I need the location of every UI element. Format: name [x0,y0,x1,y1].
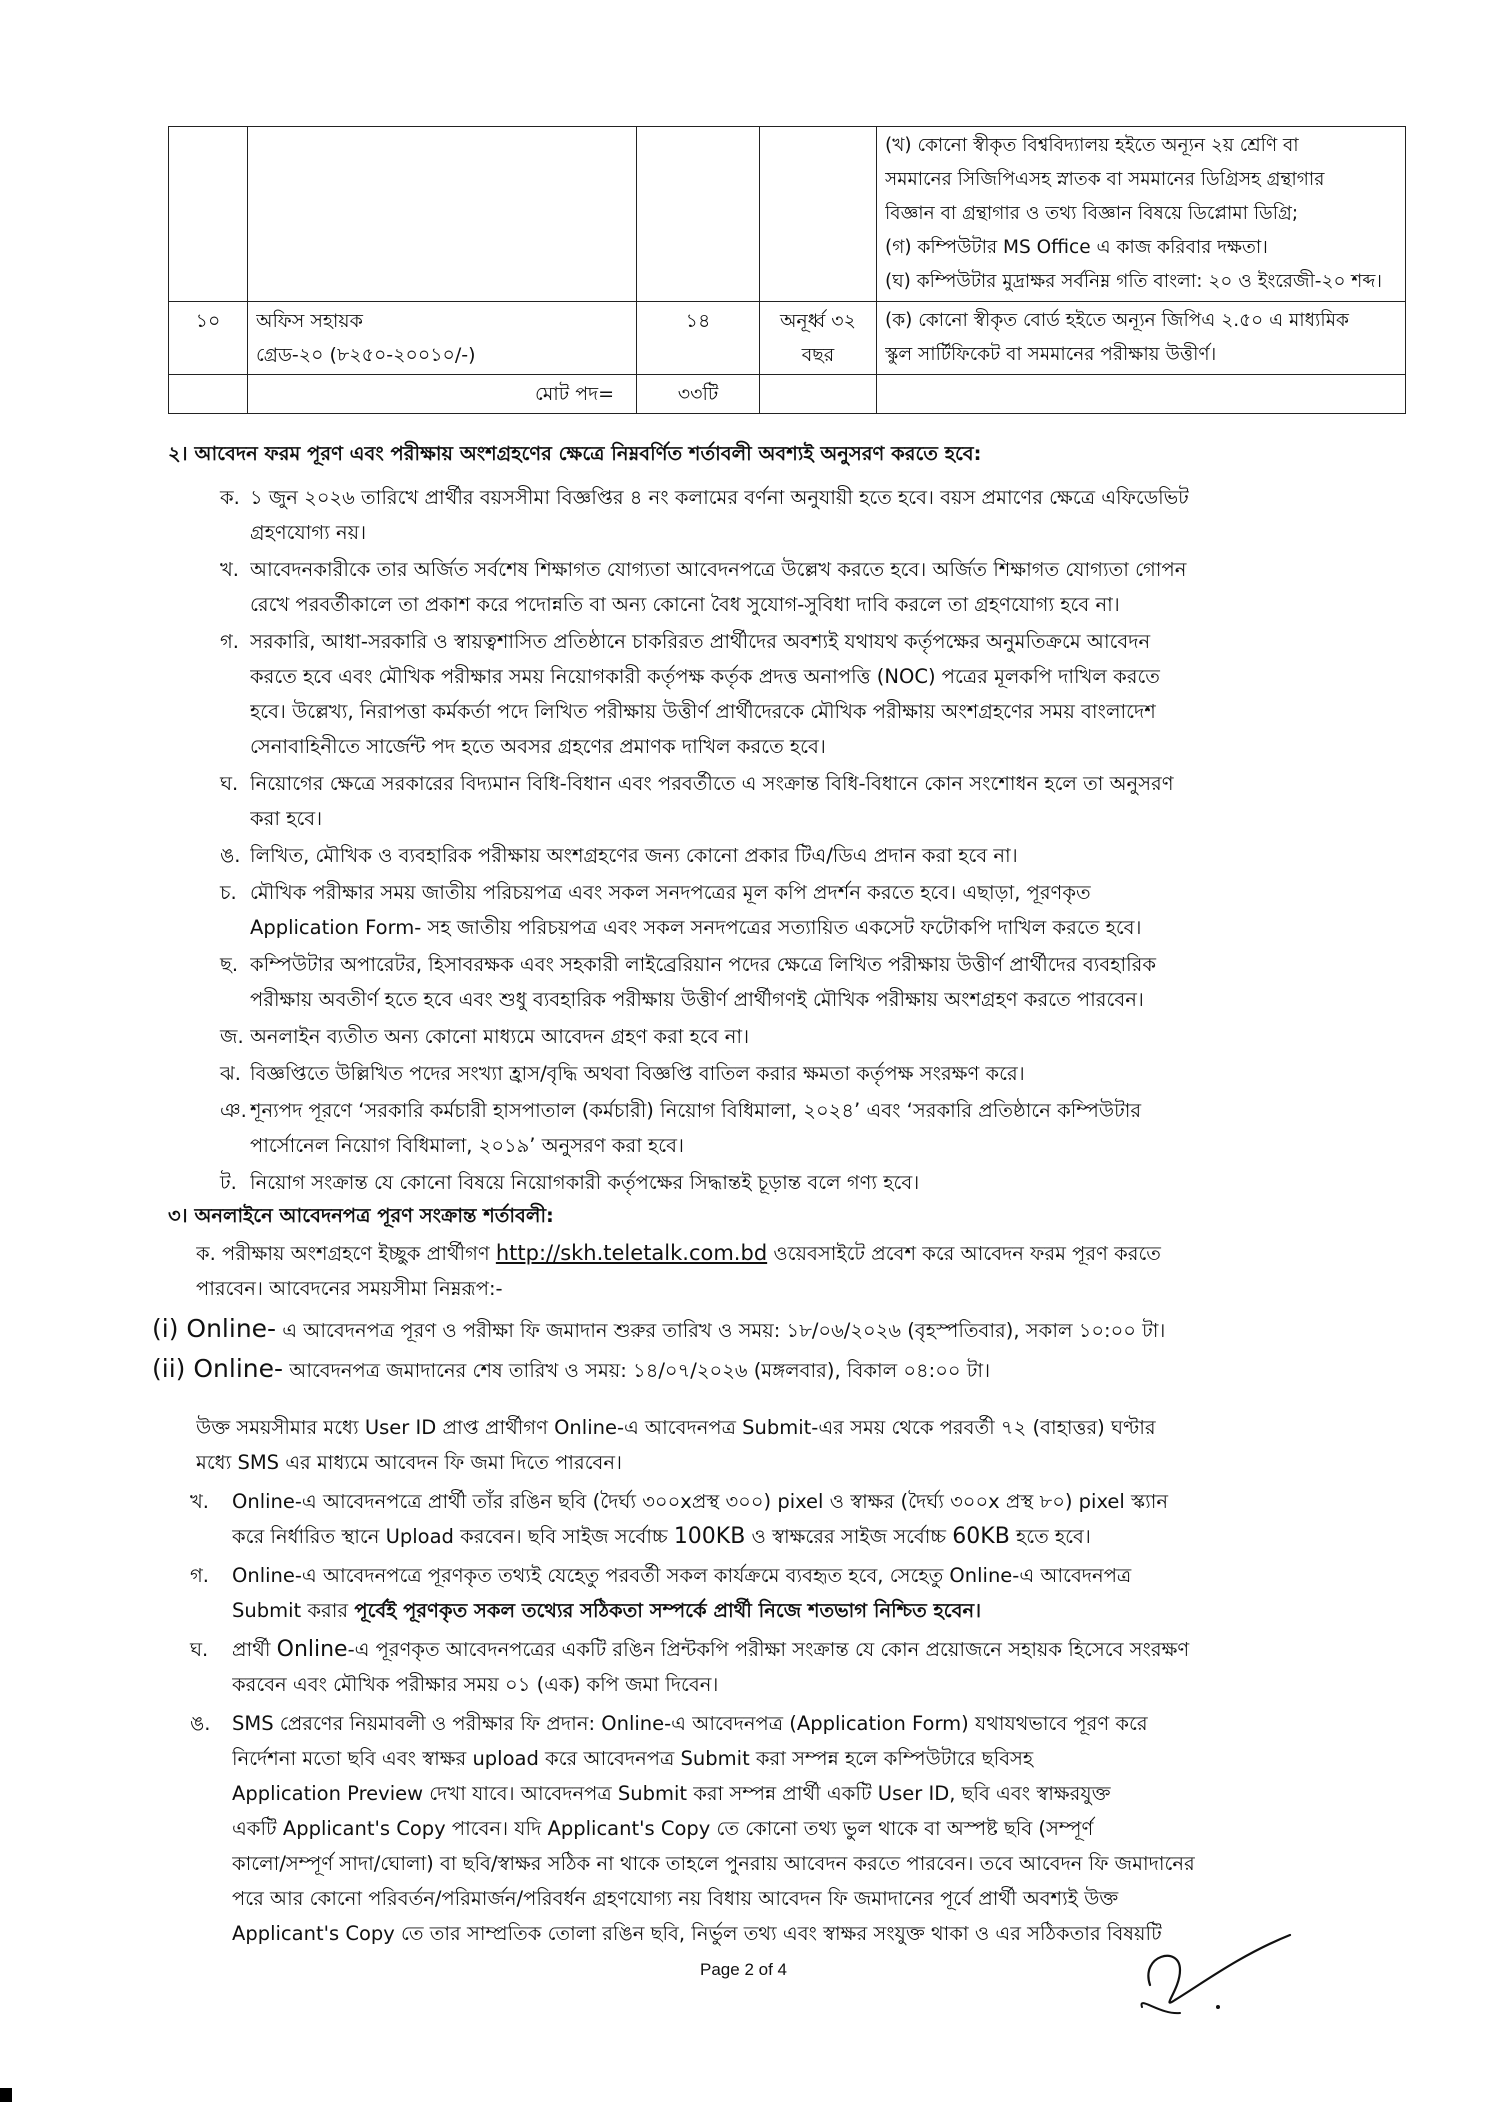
scan-mark [0,2088,12,2102]
item-marker: চ. [220,881,237,904]
section3-list [190,1484,1408,1955]
item-line: Online-এ আবেদনপত্রে প্রার্থী তাঁর রঙিন ছবি (দৈর্ঘ্য ৩০০xপ্রস্থ ৩০০) pixel ও স্বাক্ষর (দৈর্ঘ্য ৩০০x প্রস্থ ৮০) pixel স্ক্যান [232,1490,1169,1513]
page-number: Page 2 of 4 [700,1960,787,1979]
item-line: বিজ্ঞপ্তিতে উল্লিখিত পদের সংখ্যা হ্রাস/বৃদ্ধি অথবা বিজ্ঞপ্তি বাতিল করার ক্ষমতা কর্তৃপক্ষ সংরক্ষণ করে। [250,1062,1025,1085]
qualification-cell [877,127,1406,302]
sms-line: মধ্যে SMS এর মাধ্যমে আবেদন ফি জমা দিতে পারবেন। [196,1451,622,1474]
item-line: অনলাইন ব্যতীত অন্য কোনো মাধ্যমে আবেদন গ্রহণ করা হবে না। [250,1025,750,1048]
count-cell: ১৪ [637,302,760,375]
total-value: ৩৩টি [637,375,760,414]
photo-size: 100KB [673,1524,746,1549]
list-item [220,1056,1405,1091]
item-marker: ক. [196,1242,216,1265]
qualification-line: স্কুল সার্টিফিকেট বা সমমানের পরীক্ষায় উত্তীর্ণ। [885,344,1217,365]
item-line: রেখে পরবর্তীকালে তা প্রকাশ করে পদোন্নতি বা অন্য কোনো বৈধ সুযোগ-সুবিধা দাবি করলে তা গ্রহণযোগ্য হবে না। [250,593,1120,616]
item-marker: ছ. [220,953,239,976]
serial-cell: ১০ [169,302,248,375]
list-item [220,624,1405,764]
qualification-cell [877,302,1406,375]
item-line: আবেদনকারীকে তার অর্জিত সর্বশেষ শিক্ষাগত যোগ্যতা আবেদনপত্রে উল্লেখ করতে হবে। অর্জিত শিক্ষাগত যোগ্যতা গোপন [250,558,1187,581]
list-item [190,1558,1408,1628]
age-cell [760,302,877,375]
emphasis-text: পূর্বেই পূরণকৃত সকল তথ্যের সঠিকতা সম্পর্কে প্রার্থী নিজে শতভাগ নিশ্চিত হবেন। [354,1599,982,1622]
total-label-cell [248,375,637,414]
item-line: Submit করার পূর্বেই পূরণকৃত সকল তথ্যের সঠিকতা সম্পর্কে প্রার্থী নিজে শতভাগ নিশ্চিত হবেন। [232,1599,982,1622]
qualification-line: বিজ্ঞান বা গ্রন্থাগার ও তথ্য বিজ্ঞান বিষয়ে ডিপ্লোমা ডিগ্রি; [885,203,1299,224]
serial-cell [169,375,248,414]
item-marker: ট. [220,1171,237,1194]
total-label: মোট পদ= [535,383,614,405]
table-total-row [169,375,1406,414]
qualification-line: সমমানের সিজিপিএসহ স্নাতক বা সমমানের ডিগ্রিসহ গ্রন্থাগার [885,169,1325,190]
list-item [190,1484,1408,1554]
item-marker: ঝ. [220,1062,241,1085]
item-line: হবে। উল্লেখ্য, নিরাপত্তা কর্মকর্তা পদে লিখিত পরীক্ষায় উত্তীর্ণ প্রার্থীদেরকে মৌখিক পরীক্ষায় অংশগ্রহণের সময় বাংলাদেশ [250,700,1156,723]
item-line: মৌখিক পরীক্ষার সময় জাতীয় পরিচয়পত্র এবং সকল সনদপত্রের মূল কপি প্রদর্শন করতে হবে। এছাড়া, পূরণকৃত [250,881,1091,904]
age-unit: বছর [801,344,835,366]
item-line: করা হবে। [250,807,323,830]
item-line: নিয়োগের ক্ষেত্রে সরকারের বিদ্যমান বিধি-বিধান এবং পরবর্তীতে এ সংক্রান্ত বিধি-বিধানে কোন সংশোধন হলে তা অনুসরণ [250,772,1174,795]
item-line: শূন্যপদ পূরণে ‘সরকারি কর্মচারী হাসপাতাল (কর্মচারী) নিয়োগ বিধিমালা, ২০২৪’ এবং ‘সরকারি প্রতিষ্ঠানে কম্পিউটার [250,1099,1142,1122]
list-item [220,875,1405,945]
section3-intro [196,1236,1408,1306]
item-line: কালো/সম্পূর্ণ সাদা/ঘোলা) বা ছবি/স্বাক্ষর সঠিক না থাকে তাহলে পুনরায় আবেদন করতে পারবেন। তবে আবেদন ফি জমাদানের [232,1852,1195,1875]
list-item [190,1632,1408,1702]
section3-heading: ৩। অনলাইনে আবেদনপত্র পূরণ সংক্রান্ত শর্তাবলী: [168,1204,554,1227]
item-marker: ঙ. [190,1712,211,1735]
list-item [220,1019,1405,1054]
item-line: SMS প্রেরণের নিয়মাবলী ও পরীক্ষার ফি প্রদান: Online-এ আবেদনপত্র (Application Form) যথাযথভাবে পূরণ করে [232,1712,1148,1735]
date-text: এ আবেদনপত্র পূরণ ও পরীক্ষা ফি জমাদান শুরুর তারিখ ও সময়: ১৮/০৬/২০২৬ (বৃহস্পতিবার), সকাল ১০:০০ টা। [282,1319,1166,1342]
item-line: Application Preview দেখা যাবে। আবেদনপত্র Submit করা সম্পন্ন প্রার্থী একটি User ID, ছবি এবং স্বাক্ষরযুক্ত [232,1782,1111,1805]
post-cell [248,302,637,375]
post-cell [248,127,637,302]
item-marker: খ. [190,1490,210,1513]
date-prefix: (i) Online- [152,1314,277,1343]
list-item [220,480,1405,550]
serial-cell [169,127,248,302]
item-line: গ্রহণযোগ্য নয়। [250,521,367,544]
item-line: Applicant's Copy তে তার সাম্প্রতিক তোলা রঙিন ছবি, নির্ভুল তথ্য এবং স্বাক্ষর সংযুক্ত থাকা ও এর সঠিকতার বিষয়টি [232,1922,1162,1945]
item-line: পার্সোনেল নিয়োগ বিধিমালা, ২০১৯’ অনুসরণ করা হবে। [250,1134,684,1157]
end-date-line [152,1350,1412,1390]
item-line: সেনাবাহিনীতে সার্জেন্ট পদ হতে অবসর গ্রহণের প্রমাণক দাখিল করতে হবে। [250,735,826,758]
date-prefix: (ii) Online- [152,1354,284,1383]
signature-icon [1120,1915,1310,2025]
item-marker: খ. [220,558,240,581]
application-dates [152,1310,1412,1390]
item-line: একটি Applicant's Copy পাবেন। যদি Applicant's Copy তে কোনো তথ্য ভুল থাকে বা অস্পষ্ট ছবি (সম্পূর্ণ [232,1817,1094,1840]
item-line: করে নির্ধারিত স্থানে Upload করবেন। ছবি সাইজ সর্বোচ্চ 100KB ও স্বাক্ষরের সাইজ সর্বোচ্চ 60KB হতে হবে। [232,1524,1091,1549]
item-line: কম্পিউটার অপারেটর, হিসাবরক্ষক এবং সহকারী লাইব্রেরিয়ান পদের ক্ষেত্রে লিখিত পরীক্ষায় উত্তীর্ণ প্রার্থীদের ব্যবহারিক [250,953,1157,976]
qualification-line: (খ) কোনো স্বীকৃত বিশ্ববিদ্যালয় হইতে অন্যূন ২য় শ্রেণি বা [885,135,1299,156]
list-item [220,947,1405,1017]
item-line: পরীক্ষায় অবতীর্ণ হতে হবে এবং শুধু ব্যবহারিক পরীক্ষায় উত্তীর্ণ প্রার্থীগণই মৌখিক পরীক্ষায় অংশগ্রহণ করতে পারবেন। [250,988,1144,1011]
sms-note [196,1410,1408,1480]
item-marker: জ. [220,1025,244,1048]
item-line: করতে হবে এবং মৌখিক পরীক্ষার সময় নিয়োগকারী কর্তৃপক্ষ কর্তৃক প্রদত্ত অনাপত্তি (NOC) পত্রের মূলকপি দাখিল করতে [250,665,1160,688]
post-table [168,126,1406,414]
item-line: নিয়োগ সংক্রান্ত যে কোনো বিষয়ে নিয়োগকারী কর্তৃপক্ষের সিদ্ধান্তই চূড়ান্ত বলে গণ্য হবে। [250,1171,920,1194]
item-line: নির্দেশনা মতো ছবি এবং স্বাক্ষর upload করে আবেদনপত্র Submit করা সম্পন্ন হলে কম্পিউটারে ছবিসহ [232,1747,1034,1770]
item-line: পরে আর কোনো পরিবর্তন/পরিমার্জন/পরিবর্ধন গ্রহণযোগ্য নয় বিধায় আবেদন ফি জমাদানের পূর্বে প্রার্থী অবশ্যই উক্ত [232,1887,1119,1910]
table-row [169,127,1406,302]
count-cell [637,127,760,302]
item-line: প্রার্থী Online-এ পূরণকৃত আবেদনপত্রের একটি রঙিন প্রিন্টকপি পরীক্ষা সংক্রান্ত যে কোন প্রয়োজনে সহায়ক হিসেবে সংরক্ষণ [232,1637,1190,1662]
item-line: Application Form- সহ জাতীয় পরিচয়পত্র এবং সকল সনদপত্রের সত্যায়িত একসেট ফটোকপি দাখিল করতে হবে। [250,916,1142,939]
list-item [220,552,1405,622]
item-marker: ঘ. [220,772,239,795]
item-marker: গ. [220,630,239,653]
post-title: অফিস সহায়ক [256,310,363,332]
item-marker: ঞ. [220,1099,247,1122]
date-text: আবেদনপত্র জমাদানের শেষ তারিখ ও সময়: ১৪/০৭/২০২৬ (মঙ্গলবার), বিকাল ০৪:০০ টা। [289,1359,991,1382]
age-cell [760,127,877,302]
item-marker: ক. [220,486,240,509]
list-item [220,838,1405,873]
item-line: সরকারি, আধা-সরকারি ও স্বায়ত্বশাসিত প্রতিষ্ঠানে চাকরিরত প্রার্থীদের অবশ্যই যথাযথ কর্তৃপক্ষের অনুমতিক্রমে আবেদন [250,630,1151,653]
item-line: Online-এ আবেদনপত্রে পূরণকৃত তথ্যই যেহেতু পরবর্তী সকল কার্যক্রমে ব্যবহৃত হবে, সেহেতু Online-এ আবেদনপত্র [232,1564,1132,1587]
list-item [220,1165,1405,1200]
age-limit: অনূর্ধ্ব ৩২ [779,310,857,332]
item-line: ১ জুন ২০২৬ তারিখে প্রার্থীর বয়সসীমা বিজ্ঞপ্তির ৪ নং কলামের বর্ণনা অনুযায়ী হতে হবে। বয়স প্রমাণের ক্ষেত্রে এফিডেভিট [250,486,1189,509]
signature-size: 60KB [952,1524,1010,1549]
item-marker: ঙ. [220,844,241,867]
qualification-line: (গ) কম্পিউটার MS Office এ কাজ করিবার দক্ষতা। [885,237,1268,258]
item-marker: গ. [190,1564,209,1587]
intro-text: পরীক্ষায় অংশগ্রহণে ইচ্ছুক প্রার্থীগণ [222,1242,490,1265]
post-grade: গ্রেড-২০ (৮২৫০-২০০১০/-) [256,344,476,366]
section2-heading: ২। আবেদন ফরম পূরণ এবং পরীক্ষায় অংশগ্রহণের ক্ষেত্রে নিম্নবর্ণিত শর্তাবলী অবশ্যই অনুসরণ করতে হবে: [168,442,982,465]
qualification-line: (ঘ) কম্পিউটার মুদ্রাক্ষর সর্বনিম্ন গতি বাংলা: ২০ ও ইংরেজী-২০ শব্দ। [885,271,1382,292]
intro-text: ওয়েবসাইটে প্রবেশ করে আবেদন ফরম পূরণ করতে [773,1242,1161,1265]
qualification-line: (ক) কোনো স্বীকৃত বোর্ড হইতে অন্যূন জিপিএ ২.৫০ এ মাধ্যমিক [885,310,1349,331]
list-item [220,1093,1405,1163]
sms-line: উক্ত সময়সীমার মধ্যে User ID প্রাপ্ত প্রার্থীগণ Online-এ আবেদনপত্র Submit-এর সময় থেকে পরবর্তী ৭২ (বাহাত্তর) ঘণ্টার [196,1416,1156,1439]
item-line: করবেন এবং মৌখিক পরীক্ষার সময় ০১ (এক) কপি জমা দিবেন। [232,1673,719,1696]
qualification-cell [877,375,1406,414]
teletalk-link[interactable]: http://skh.teletalk.com.bd [495,1241,768,1265]
start-date-line [152,1310,1412,1350]
item-marker: ঘ. [190,1638,209,1661]
age-cell [760,375,877,414]
item-line: লিখিত, মৌখিক ও ব্যবহারিক পরীক্ষায় অংশগ্রহণের জন্য কোনো প্রকার টিএ/ডিএ প্রদান করা হবে না। [250,844,1018,867]
section2-list [220,480,1405,1202]
table-row [169,302,1406,375]
list-item [220,766,1405,836]
intro-line: পারবেন। আবেদনের সময়সীমা নিম্নরূপ:- [196,1277,503,1300]
